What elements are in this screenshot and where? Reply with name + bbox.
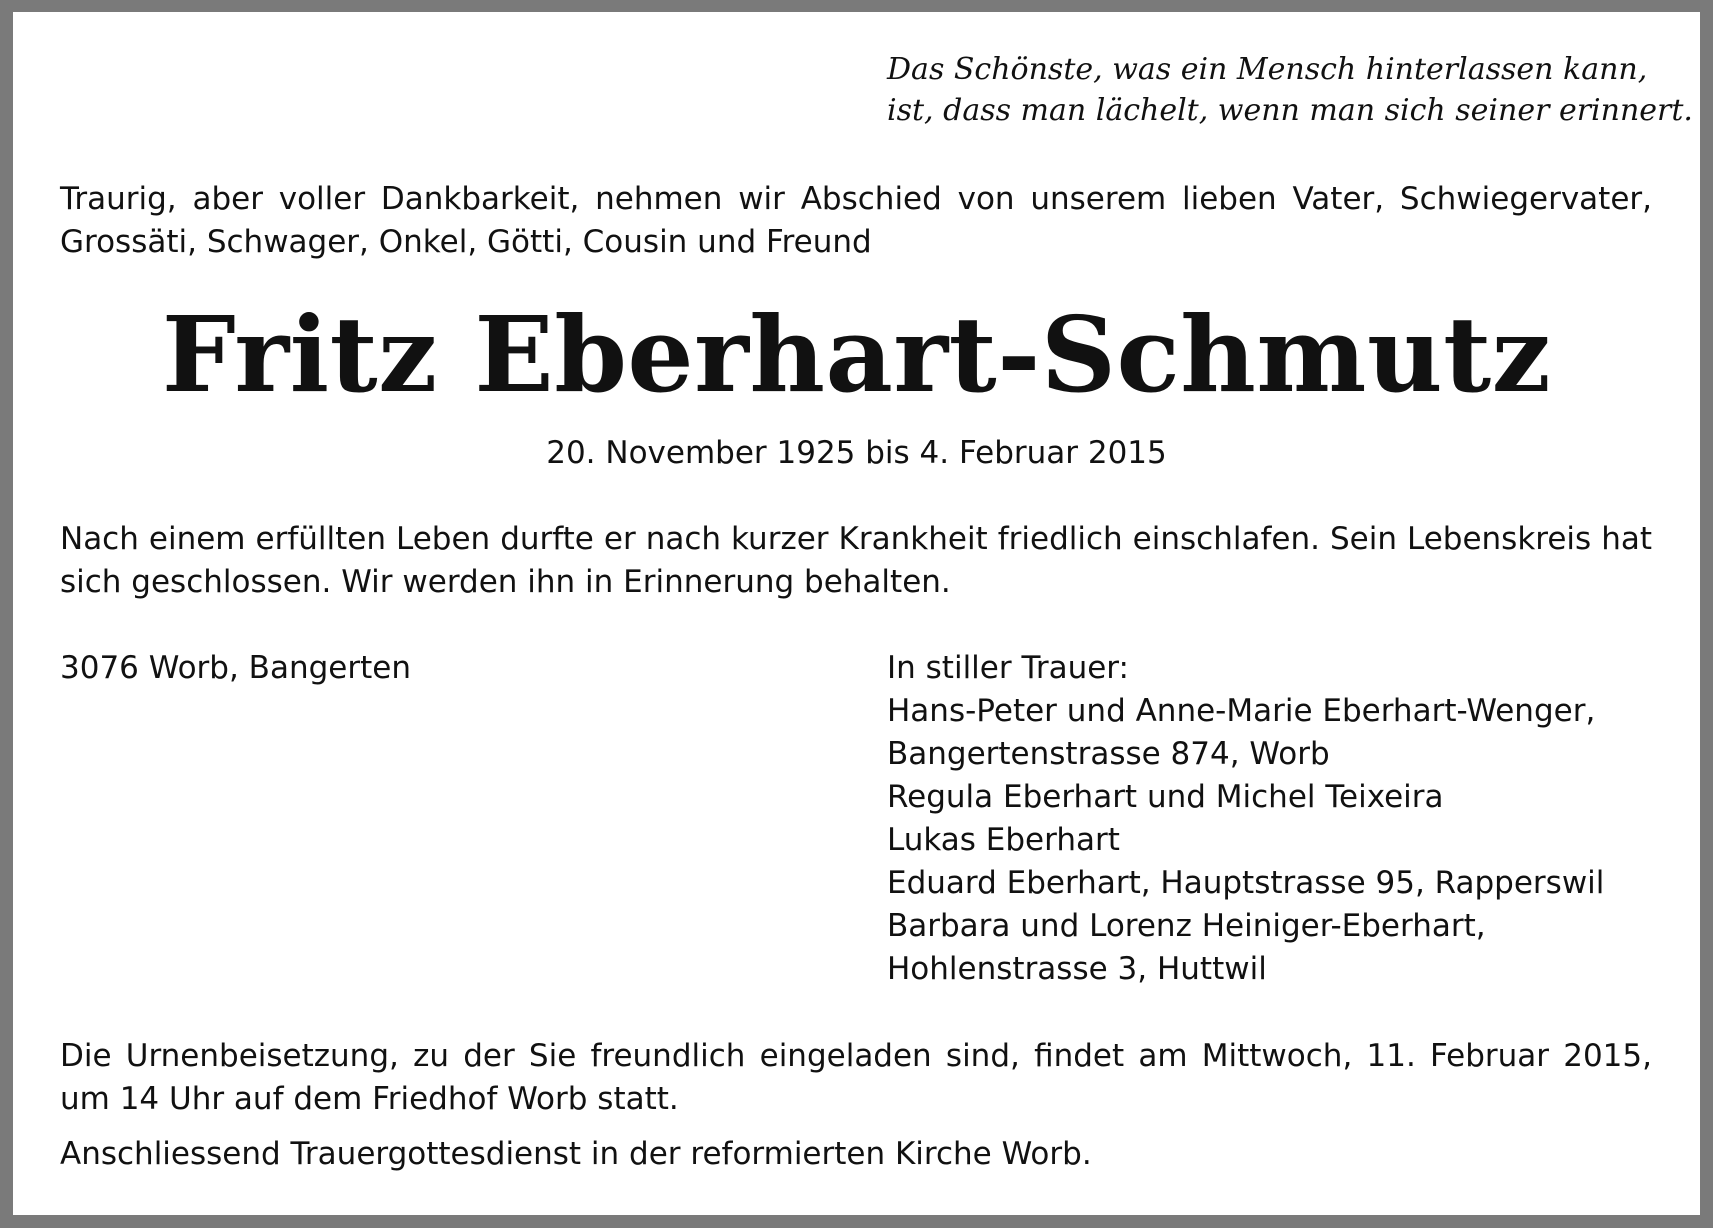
deceased-name: Fritz Eberhart-Schmutz [161, 293, 1552, 416]
mourner-line: Hans-Peter und Anne-Marie Eberhart-Wenger, [887, 693, 1596, 729]
intro-text: Traurig, aber voller Dankbarkeit, nehmen wir Abschied von unserem lieben Vater, Schwiegervater, Grossäti, Schwager, Onkel, Götti, Cousin und Freund [60, 181, 1652, 260]
mourners-block [887, 647, 1604, 991]
mourner-line: Barbara und Lorenz Heiniger-Eberhart, [887, 908, 1486, 944]
mourner-line: Eduard Eberhart, Hauptstrasse 95, Rapperswil [887, 865, 1605, 901]
life-dates: 20. November 1925 bis 4. Februar 2015 [546, 435, 1167, 471]
mourner-line: Bangertenstrasse 874, Worb [887, 736, 1330, 772]
mourner-line: Lukas Eberhart [887, 822, 1120, 858]
location: 3076 Worb, Bangerten [60, 650, 411, 686]
life-text: Nach einem erfüllten Leben durfte er nach kurzer Krankheit friedlich einschlafen. Sein Lebenskreis hat sich geschlossen. Wir werden ihn in Erinnerung behalten. [60, 521, 1652, 600]
service-text: Anschliessend Trauergottesdienst in der reformierten Kirche Worb. [60, 1136, 1092, 1172]
mourner-line: Hohlenstrasse 3, Huttwil [887, 951, 1267, 987]
motto-quote [887, 49, 1693, 131]
burial-text: Die Urnenbeisetzung, zu der Sie freundlich eingeladen sind, findet am Mittwoch, 11. Februar 2015, um 14 Uhr auf dem Friedhof Worb statt. [60, 1038, 1652, 1117]
mourners-heading: In stiller Trauer: [887, 650, 1129, 686]
motto-line-2: ist, dass man lächelt, wenn man sich seiner erinnert. [887, 93, 1693, 128]
motto-line-1: Das Schönste, was ein Mensch hinterlassen kann, [887, 52, 1648, 87]
mourner-line: Regula Eberhart und Michel Teixeira [887, 779, 1444, 815]
